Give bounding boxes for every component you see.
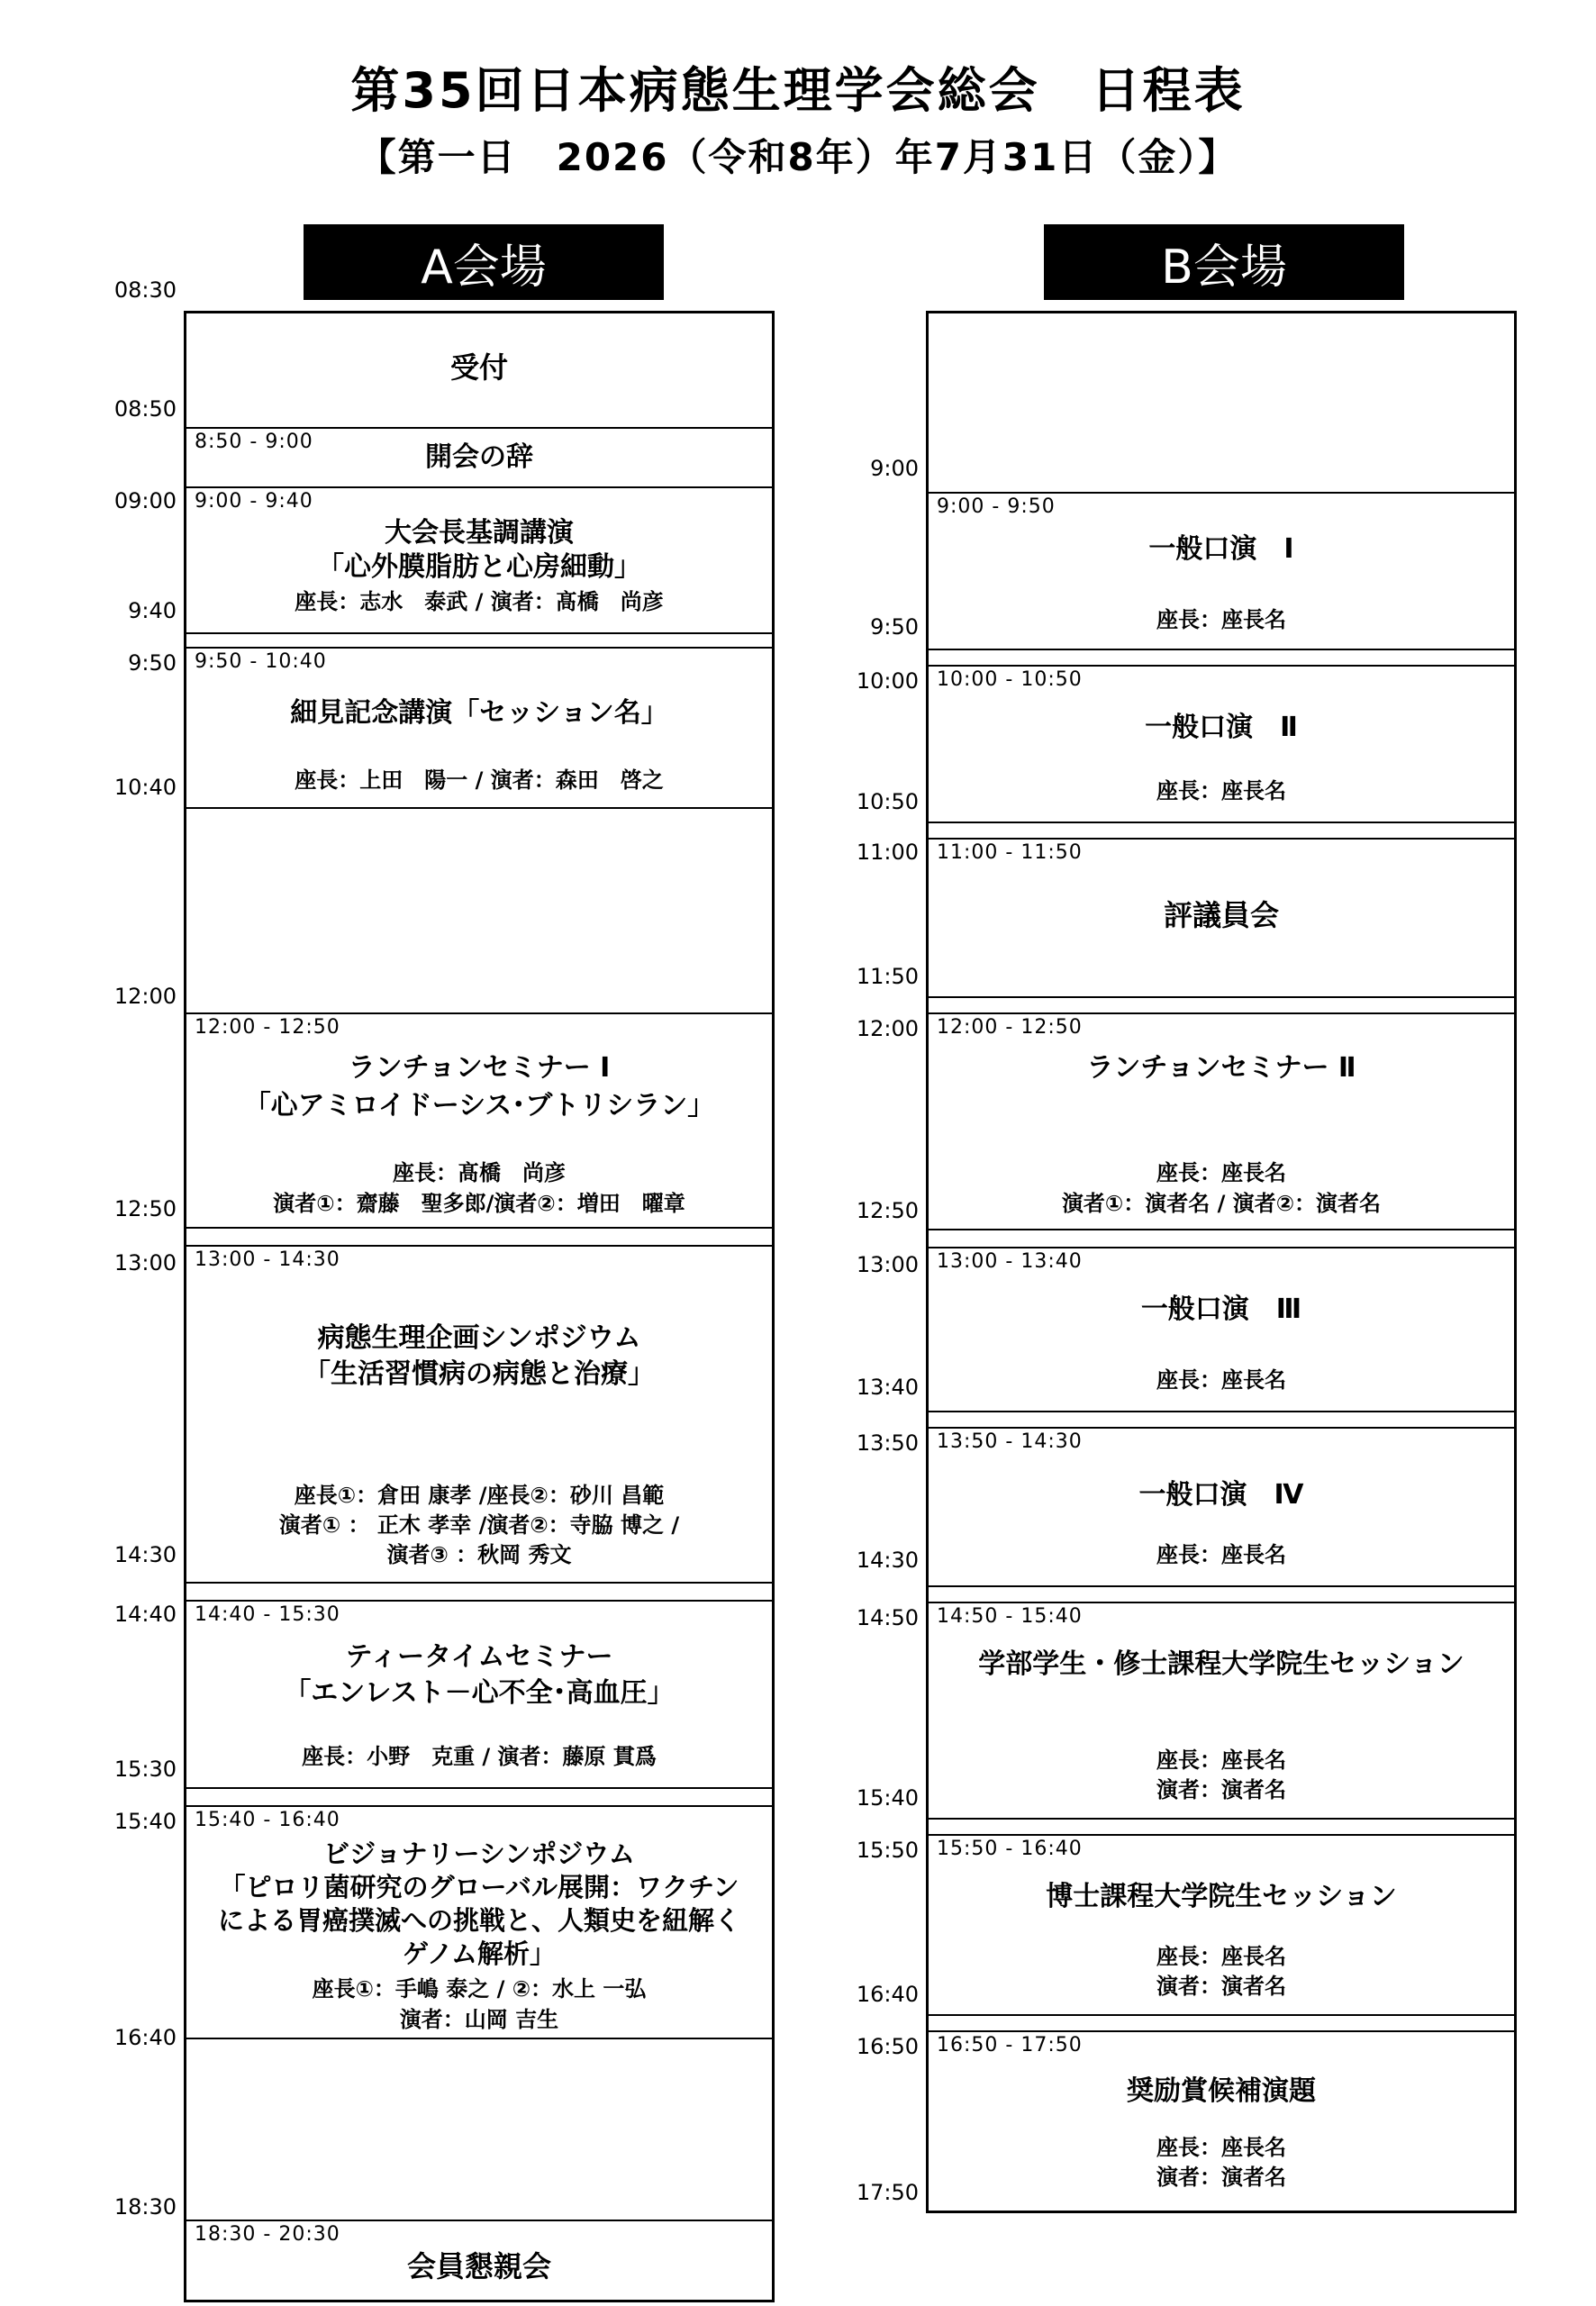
- session-symposium-theme: 「生活習慣病の病態と治療」: [304, 1358, 655, 1390]
- a-line-1040: [186, 807, 772, 809]
- a-line-1440: [186, 1600, 772, 1602]
- session-oral3-title: 一般口演 Ⅲ: [1140, 1294, 1302, 1325]
- session-visionary-title: ビジョナリーシンポジウム: [323, 1838, 635, 1869]
- a-line-1540: [186, 1805, 772, 1807]
- a-line-0950: [186, 647, 772, 649]
- session-hosomi-time: 9:50 - 10:40: [195, 650, 327, 673]
- b-line-1100: [929, 838, 1514, 840]
- b-line-1300: [929, 1247, 1514, 1248]
- session-doctoral-speaker: 演者：演者名: [1156, 1974, 1286, 1999]
- b-time-label: 9:00: [870, 456, 919, 481]
- b-line-1200: [929, 1012, 1514, 1014]
- b-line-1000: [929, 665, 1514, 667]
- b-time-label: 16:50: [856, 2034, 919, 2059]
- session-symposium-speakers: 演者① ： 正木 孝幸 /演者②：寺脇 博之 /: [278, 1512, 680, 1538]
- session-doctoral-chair: 座長：座長名: [1156, 1944, 1286, 1969]
- session-symposium-chairs: 座長①：倉田 康孝 /座長②：砂川 昌範: [294, 1483, 665, 1508]
- b-time-label: 13:40: [856, 1375, 919, 1400]
- session-student-time: 14:50 - 15:40: [937, 1605, 1083, 1628]
- session-visionary-chairs: 座長①：手嶋 泰之 / ②：水上 一弘: [312, 1976, 647, 2002]
- venue-a-header: A会場: [304, 224, 664, 300]
- session-teatime-title: ティータイムセミナー: [345, 1641, 613, 1673]
- session-teatime-time: 14:40 - 15:30: [195, 1603, 340, 1626]
- a-time-label: 10:40: [113, 775, 177, 800]
- b-line-1450: [929, 1602, 1514, 1603]
- b-time-label: 15:40: [856, 1785, 919, 1811]
- session-student-title: 学部学生・修士課程大学院生セッション: [978, 1648, 1465, 1680]
- session-lunch1-title: ランチョンセミナー Ⅰ: [348, 1052, 611, 1084]
- b-time-label: 12:50: [856, 1198, 919, 1223]
- a-time-label: 14:40: [113, 1602, 177, 1627]
- session-reception-title: 受付: [449, 350, 508, 385]
- b-time-label: 13:50: [856, 1430, 919, 1456]
- a-line-1300: [186, 1245, 772, 1247]
- a-time-label: 09:00: [113, 488, 177, 513]
- session-visionary-speaker: 演者：山岡 吉生: [399, 2007, 559, 2032]
- session-teatime-theme: 「エンレスト－心不全･高血圧」: [284, 1677, 675, 1709]
- b-line-1150: [929, 996, 1514, 998]
- a-time-label: 14:30: [113, 1542, 177, 1567]
- b-line-0950: [929, 649, 1514, 650]
- session-student-chair: 座長：座長名: [1156, 1748, 1286, 1773]
- session-opening-title: 開会の辞: [425, 441, 533, 473]
- session-symposium-speaker3: 演者③ ：秋岡 秀文: [386, 1542, 572, 1567]
- a-time-label: 08:50: [113, 396, 177, 422]
- a-time-label: 9:50: [128, 650, 177, 676]
- session-oral1-chair: 座長：座長名: [1156, 607, 1286, 632]
- b-line-1350: [929, 1427, 1514, 1429]
- b-time-label: 14:30: [856, 1548, 919, 1573]
- b-time-label: 10:50: [856, 789, 919, 814]
- b-time-label: 14:50: [856, 1605, 919, 1630]
- a-line-0900: [186, 486, 772, 488]
- session-council-title: 評議員会: [1163, 898, 1279, 932]
- session-doctoral-time: 15:50 - 16:40: [937, 1838, 1083, 1860]
- session-oral2-chair: 座長：座長名: [1156, 778, 1286, 803]
- session-oral1-time: 9:00 - 9:50: [937, 495, 1056, 518]
- session-council-time: 11:00 - 11:50: [937, 841, 1083, 864]
- session-lunch1-speakers: 演者①：齋藤 聖多郎/演者②：増田 曜章: [273, 1191, 685, 1216]
- session-award-chair: 座長：座長名: [1156, 2135, 1286, 2160]
- b-line-1640: [929, 2014, 1514, 2016]
- session-lunch2-chair: 座長：座長名: [1156, 1160, 1286, 1185]
- a-line-0850: [186, 427, 772, 429]
- b-time-label: 13:00: [856, 1252, 919, 1277]
- session-visionary-theme-line3: ゲノム解析」: [403, 1938, 556, 1969]
- b-line-1250: [929, 1229, 1514, 1230]
- b-time-label: 9:50: [870, 614, 919, 640]
- b-time-label: 16:40: [856, 1982, 919, 2007]
- b-time-label: 11:50: [856, 964, 919, 989]
- session-lunch2-speakers: 演者①：演者名 / 演者②：演者名: [1061, 1191, 1382, 1216]
- session-oral2-time: 10:00 - 10:50: [937, 668, 1083, 691]
- b-line-0900: [929, 492, 1514, 494]
- session-oral1-title: 一般口演 Ⅰ: [1148, 533, 1294, 565]
- session-oral3-time: 13:00 - 13:40: [937, 1250, 1083, 1273]
- session-lunch1-chair: 座長：髙橋 尚彦: [393, 1160, 566, 1185]
- b-time-label: 10:00: [856, 668, 919, 694]
- a-time-label: 16:40: [113, 2025, 177, 2050]
- a-line-1640: [186, 2038, 772, 2039]
- a-line-1430: [186, 1582, 772, 1584]
- session-lunch2-time: 12:00 - 12:50: [937, 1016, 1083, 1039]
- session-oral3-chair: 座長：座長名: [1156, 1367, 1286, 1393]
- a-time-label: 08:30: [113, 277, 177, 303]
- b-time-label: 15:50: [856, 1838, 919, 1863]
- session-opening-time: 8:50 - 9:00: [195, 431, 313, 453]
- session-symposium-title: 病態生理企画シンポジウム: [317, 1322, 641, 1354]
- session-keynote-theme: 「心外膜脂肪と心房細動」: [317, 551, 641, 583]
- session-student-speaker: 演者：演者名: [1156, 1777, 1286, 1802]
- b-line-1050: [929, 822, 1514, 823]
- session-party-title: 会員懇親会: [406, 2249, 551, 2283]
- b-line-1650: [929, 2030, 1514, 2032]
- b-line-1340: [929, 1411, 1514, 1412]
- session-lunch1-time: 12:00 - 12:50: [195, 1016, 340, 1039]
- session-lunch1-theme: 「心アミロイドーシス･ブトリシラン」: [243, 1090, 715, 1121]
- a-time-label: 12:00: [113, 984, 177, 1009]
- session-visionary-time: 15:40 - 16:40: [195, 1809, 340, 1831]
- session-symposium-time: 13:00 - 14:30: [195, 1248, 340, 1271]
- session-award-speaker: 演者：演者名: [1156, 2165, 1286, 2190]
- session-award-time: 16:50 - 17:50: [937, 2034, 1083, 2056]
- b-line-1540: [929, 1818, 1514, 1820]
- session-teatime-chair-speaker: 座長：小野 克重 / 演者：藤原 貫爲: [302, 1744, 657, 1769]
- a-line-0940: [186, 632, 772, 634]
- a-line-1200: [186, 1012, 772, 1014]
- session-oral4-chair: 座長：座長名: [1156, 1542, 1286, 1567]
- b-line-1550: [929, 1834, 1514, 1836]
- a-time-label: 15:30: [113, 1757, 177, 1782]
- session-hosomi-chair-speaker: 座長：上田 陽一 / 演者：森田 啓之: [295, 767, 664, 793]
- session-visionary-theme-line2: による胃癌撲滅への挑戦と、人類史を紐解く: [217, 1905, 740, 1936]
- a-line-1250: [186, 1227, 772, 1229]
- session-oral4-time: 13:50 - 14:30: [937, 1430, 1083, 1453]
- b-time-label: 12:00: [856, 1016, 919, 1041]
- a-time-label: 15:40: [113, 1809, 177, 1834]
- b-time-label: 17:50: [856, 2180, 919, 2205]
- session-hosomi-title: 細見記念講演「セッション名」: [290, 697, 668, 729]
- session-party-time: 18:30 - 20:30: [195, 2223, 340, 2246]
- session-keynote-chair-speaker: 座長：志水 泰武 / 演者：髙橋 尚彦: [295, 589, 664, 614]
- b-time-label: 11:00: [856, 840, 919, 865]
- session-oral4-title: 一般口演 Ⅳ: [1138, 1479, 1304, 1511]
- session-oral2-title: 一般口演 Ⅱ: [1145, 712, 1298, 743]
- page-subtitle: 【第一日 2026（令和8年）年7月31日（金）】: [358, 135, 1238, 179]
- a-time-label: 12:50: [113, 1196, 177, 1221]
- venue-b-header: B会場: [1044, 224, 1404, 300]
- session-visionary-theme-line1: 「ピロリ菌研究のグローバル展開：ワクチン: [219, 1872, 739, 1902]
- a-time-label: 9:40: [128, 598, 177, 623]
- a-time-label: 18:30: [113, 2194, 177, 2220]
- a-line-1530: [186, 1787, 772, 1789]
- session-keynote-time: 9:00 - 9:40: [195, 490, 313, 513]
- session-doctoral-title: 博士課程大学院生セッション: [1046, 1881, 1397, 1912]
- session-lunch2-title: ランチョンセミナー Ⅱ: [1086, 1052, 1356, 1084]
- a-line-1830: [186, 2220, 772, 2221]
- session-keynote-title: 大会長基調講演: [385, 517, 574, 549]
- a-time-label: 13:00: [113, 1250, 177, 1276]
- b-line-1430: [929, 1585, 1514, 1587]
- session-award-title: 奨励賞候補演題: [1127, 2075, 1316, 2107]
- page-title: 第35回日本病態生理学会総会 日程表: [350, 62, 1246, 119]
